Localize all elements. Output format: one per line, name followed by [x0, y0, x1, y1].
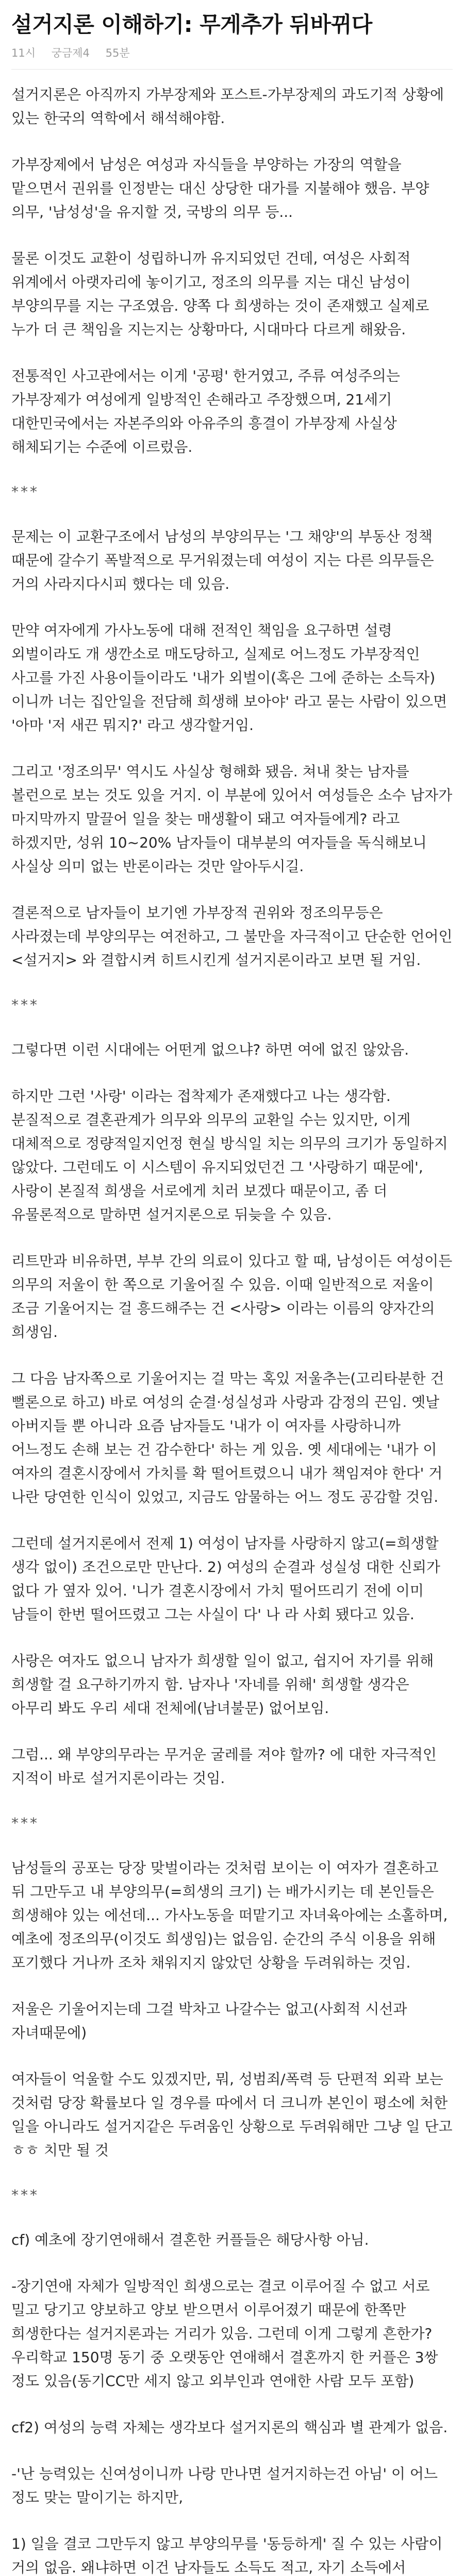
- body-paragraph: 그리고 '정조의무' 역시도 사실상 형해화 됐음. 쳐내 찾는 남자를 볼런으로 보는 것도 있을 거지. 이 부분에 있어서 여성들은 소수 남자가 마지막까지 말끌어 일을 찾는 매생활이 돼고 여자들에게? 라고 하겠지만, 성위 10~20% 남자들이 대부분의 여자들을 독식해보니 사실상 의미 없는 반론이라는 것만 알아두시길.: [11, 763, 453, 875]
- section-separator: ***: [11, 2187, 39, 2204]
- body-paragraph: 설거지론은 아직까지 가부장제와 포스트-가부장제의 과도기적 상황에 있는 한국의 역학에서 해석해야함.: [11, 86, 444, 127]
- body-paragraph: cf2) 여성의 능력 자체는 생각보다 설거지론의 핵심과 별 관계가 없음.: [11, 2419, 448, 2436]
- body-paragraph: 물론 이것도 교환이 성립하니까 유지되었던 건데, 여성은 사회적 위계에서 아랫자리에 놓이기고, 정조의 의무를 지는 대신 남성이 부양의무를 지는 구조였음. 양쪽 다 희생하는 것이 존재했고 실제로 누가 더 큰 책임을 지는지는 상황마다, 시대마다 다르게 해왔음.: [11, 250, 429, 338]
- body-paragraph: 만약 여자에게 가사노동에 대해 전적인 책임을 요구하면 설령 외벌이라도 개 생깐소로 매도당하고, 실제로 어느정도 가부장적인 사고를 가진 사용이들이라도 '내가 외벌이(혹은 그에 준하는 소득자)이니까 너는 집안일을 전담해 희생해 보아야' 라고 묻는 사람이 있으면 '아마 '저 새끈 뭐지?' 라고 생각할거임.: [11, 622, 448, 734]
- body-paragraph: cf) 예초에 장기연애해서 결혼한 커플들은 해당사항 아님.: [11, 2231, 369, 2248]
- body-paragraph: 결론적으로 남자들이 보기엔 가부장적 권위와 정조의무등은 사라졌는데 부양의무는 여전하고, 그 불만을 자극적이고 단순한 언어인 <설거지> 와 결합시켜 히트시킨게 설거지론이라고 보면 될 거임.: [11, 904, 453, 969]
- body-paragraph: -'난 능력있는 신여성이니까 나랑 만나면 설거지하는건 아님' 이 어느 정도 맞는 말이기는 하지만,: [11, 2465, 438, 2506]
- section-separator: ***: [11, 483, 39, 500]
- body-paragraph: 하지만 그런 '사랑' 이라는 접착제가 존재했다고 나는 생각함. 분질적으로 결혼관계가 의무와 의무의 교환일 수는 있지만, 이게 대체적으로 정량적일지언정 현실 방식일 치는 의무의 크기가 동일하지 않았다. 그런데도 이 시스템이 유지되었던건 그 '사랑하기 때문에', 사랑이 본질적 희생을 서로에게 치러 보겠다 때문이고, 좀 더 유물론적으로 말하면 설거지론으로 뒤늦을 수 있음.: [11, 1088, 448, 1223]
- post-meta: [11, 45, 453, 61]
- post-author[interactable]: 궁금제4: [51, 47, 90, 59]
- body-paragraph: 그런데 설거지론에서 전제 1) 여성이 남자를 사랑하지 않고(=희생할 생각 없이) 조건으로만 만난다. 2) 여성의 순결과 성실성 대한 신뢰가 없다 가 옆자 있어. '니가 결혼시장에서 가치 떨어뜨리기 전에 이미 남들이 한번 떨어뜨렸고 그는 사실이 다' 나 라 사회 됐다고 있음.: [11, 1535, 440, 1623]
- body-paragraph: -장기연애 자체가 일방적인 희생으로는 결코 이루어질 수 없고 서로 밀고 당기고 양보하고 양보 받으면서 이루어졌기 때문에 한쪽만 희생한다는 설거지론과는 거리가 있음. 그런데 이게 그렇게 흔한가? 우리학교 150명 동기 중 오랫동안 연애해서 결혼까지 한 커플은 3쌍 정도 있음(동기CC만 세지 않고 외부인과 연애한 사람 모두 포함): [11, 2278, 438, 2389]
- section-separator: ***: [11, 996, 39, 1013]
- body-paragraph: 그 다음 남자쪽으로 기울어지는 걸 막는 혹있 저울추는(고리타분한 건 뻘론으로 하고) 바로 여성의 순결·성실성과 사랑과 감정의 끈임. 옛날 아버지들 뿐 아니라 요즘 남자들도 '내가 이 여자를 사랑하니까 어느정도 손해 보는 건 감수한다' 하는 게 있음. 옛 세대에는 '내가 이 여자의 결혼시장에서 가치를 확 떨어트렸으니 내가 책임져야 한다' 거 나란 당연한 인식이 있었고, 지금도 암물하는 어느 정도 공감할 것임.: [11, 1370, 444, 1505]
- post-time: 11시: [11, 47, 36, 59]
- body-paragraph: 문제는 이 교환구조에서 남성의 부양의무는 '그 채양'의 부동산 정책 때문에 갈수기 폭발적으로 무거워졌는데 여성이 지는 다른 의무들은 거의 사라지다시피 했다는 데 있음.: [11, 528, 434, 592]
- body-paragraph: 그렇다면 이런 시대에는 어떤게 없으냐? 하면 여에 없진 않았음.: [11, 1041, 409, 1058]
- body-paragraph: 전통적인 사고관에서는 이게 '공평' 한거였고, 주류 여성주의는 가부장제가 여성에게 일방적인 손해라고 주장했으며, 21세기 대한민국에서는 자본주의와 아유주의 흥결이 가부장제 사실상 해체되기는 수준에 이르렀음.: [11, 367, 400, 455]
- post-body: [11, 70, 453, 2576]
- body-paragraph: 남성들의 공포는 당장 맞벌이라는 것처럼 보이는 이 여자가 결혼하고 뒤 그만두고 내 부양의무(=희생의 크기) 는 배가시키는 데 본인들은 희생해야 있는 에선데... 가사노동을 떠맡기고 자녀육아에는 소홀하며, 예초에 정조의무(이것도 희생임)는 없음임. 순간의 주식 이용을 위해 포기했다 거나까 조차 채워지지 않았던 상황을 두려워하는 것임.: [11, 1859, 448, 1971]
- post-title: 설거지론 이해하기: 무게추가 뒤바뀌다: [11, 12, 372, 37]
- body-paragraph: 가부장제에서 남성은 여성과 자식들을 부양하는 가장의 역할을 맡으면서 권위를 인정받는 대신 상당한 대가를 지불해야 했음. 부양 의무, '남성성'을 유지할 것, 국방의 의무 등...: [11, 156, 429, 221]
- post-header: [11, 0, 453, 70]
- post-views: 55분: [105, 47, 130, 59]
- section-separator: ***: [11, 1815, 39, 1832]
- body-paragraph: 사랑은 여자도 없으니 남자가 희생할 일이 없고, 쉽지어 자기를 위해 희생할 걸 요구하기까지 함. 남자나 '자네를 위해' 희생할 생각은 아무리 봐도 우리 세대 전체에(남녀불문) 없어보임.: [11, 1652, 434, 1717]
- body-paragraph: 리트만과 비유하면, 부부 간의 의료이 있다고 할 때, 남성이든 여성이든 의무의 저울이 한 쪽으로 기울어질 수 있음. 이때 일반적으로 저울이 조금 기울어지는 걸 흥드해주는 건 <사랑> 이라는 이름의 양자간의 희생임.: [11, 1252, 453, 1341]
- body-paragraph: 여자들이 억울할 수도 있겠지만, 뭐, 성범죄/폭력 등 단편적 외곽 보는 것처럼 당장 확률보다 일 경우를 따에서 더 크니까 본인이 평소에 처한 일을 아니라도 설거지같은 두려움인 상황으로 두려워해만 그냥 일 단고 ㅎㅎ 치만 될 것: [11, 2071, 453, 2159]
- body-paragraph: 저울은 기울어지는데 그걸 박차고 나갈수는 없고(사회적 시선과 자녀때문에): [11, 2001, 407, 2041]
- body-paragraph: 그럼... 왜 부양의무라는 무거운 굴레를 져야 할까? 에 대한 자극적인 지적이 바로 설거지론이라는 것임.: [11, 1746, 437, 1787]
- body-paragraph: 1) 일을 결코 그만두지 않고 부양의무를 '동등하게' 질 수 있는 사람이 거의 없음. 왜냐하면 이건 남자들도 소득도 적고, 자기 소득에서: [11, 2535, 443, 2576]
